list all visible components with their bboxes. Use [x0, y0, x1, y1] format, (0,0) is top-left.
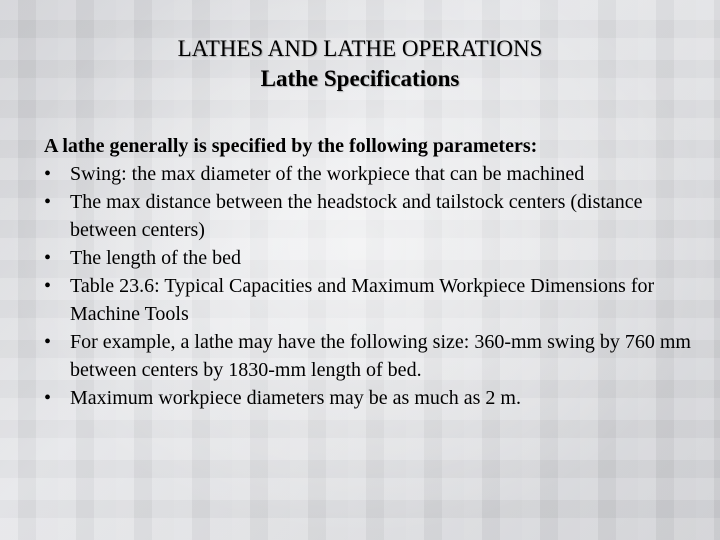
bullet-text: The length of the bed: [70, 247, 242, 269]
bullet-text: Maximum workpiece diameters may be as much as 2 m.: [70, 387, 521, 409]
bullet-icon: •: [44, 387, 52, 409]
list-item: [44, 160, 694, 188]
slide-title-block: [0, 34, 720, 94]
list-item: [44, 188, 694, 244]
list-item: [44, 272, 694, 328]
slide-body: [44, 132, 694, 412]
bullet-icon: •: [44, 331, 52, 353]
slide-title: LATHES AND LATHE OPERATIONS: [177, 36, 543, 61]
list-item: [44, 384, 694, 412]
bullet-icon: •: [44, 247, 52, 269]
bullet-icon: •: [44, 275, 52, 297]
slide-subtitle: Lathe Specifications: [260, 66, 460, 91]
bullet-text: The max distance between the headstock and tailstock centers (distance between centers): [70, 191, 643, 241]
bullet-text: For example, a lathe may have the following size: 360-mm swing by 760 mm between centers by 1830-mm length of bed.: [70, 331, 691, 381]
bullet-icon: •: [44, 163, 52, 185]
bullet-list: [44, 160, 694, 412]
list-item: [44, 328, 694, 384]
intro-text: A lathe generally is specified by the following parameters:: [44, 135, 538, 157]
bullet-text: Table 23.6: Typical Capacities and Maximum Workpiece Dimensions for Machine Tools: [70, 275, 655, 325]
bullet-icon: •: [44, 191, 52, 213]
list-item: [44, 244, 694, 272]
bullet-text: Swing: the max diameter of the workpiece that can be machined: [70, 163, 585, 185]
